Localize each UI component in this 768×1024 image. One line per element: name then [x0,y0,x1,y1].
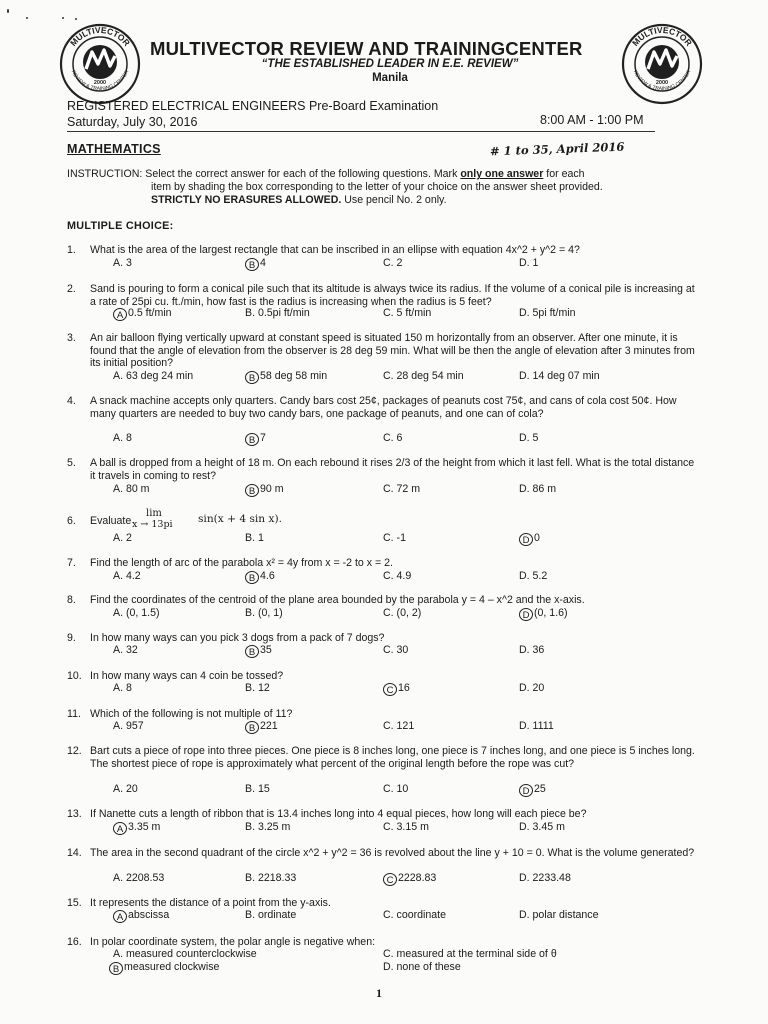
choice-a: A. 4.2 [113,570,141,582]
choice-d: D. 14 deg 07 min [519,370,600,382]
circled-answer-mark: B [109,962,123,975]
limit-operator: lim [146,508,162,519]
circled-answer-mark: D [519,784,533,797]
question-number: 16. [67,936,82,948]
choice-c: C. 28 deg 54 min [383,370,464,382]
instruction-warning: STRICTLY NO ERASURES ALLOWED. [151,194,342,206]
question-text: Bart cuts a piece of rope into three pieces. One piece is 8 inches long, one piece is 7 inches long, and one piece is 5 inches long. The shortest piece of rope is approximately what percent of the original length before the rope was cut? [90,745,695,770]
exam-date: Saturday, July 30, 2016 [67,115,198,129]
choice-b-text: 90 m [260,483,284,495]
choice-d-text: 0 [534,532,540,544]
logo-text: MULTIVECTOR [67,24,133,48]
choice-d [519,783,546,797]
logo-bottom-text: REVIEW & TRAINING CENTER [631,69,693,93]
choice-d: D. 2233.48 [519,872,571,884]
choice-a: A. 8 [113,432,132,444]
choice-c-text: 16 [398,682,410,694]
choice-d-text: 25 [534,783,546,795]
exam-name: REGISTERED ELECTRICAL ENGINEERS Pre-Board Examination [67,99,439,113]
logo-year: 2000 [655,80,669,86]
choice-b: B. 1 [245,532,264,544]
choice-row [67,483,707,497]
circled-answer-mark: B [245,721,259,734]
question-text: Sand is pouring to form a conical pile such that its altitude is always twice its radius. If the volume of a conical pile is increasing at a rate of 25pi cu. ft./min, how fast is the radius is increasing when the radius is 5 feet? [90,283,695,308]
choice-d: D. 5pi ft/min [519,307,576,319]
paper-speck [62,17,64,19]
choice-b-text: 221 [260,720,278,732]
choice-a: A. 32 [113,644,138,656]
choice-row [67,570,707,584]
choice-row [67,948,707,962]
circled-answer-mark: C [383,683,397,696]
handwritten-note: # 1 to 35, April 2016 [489,139,625,159]
choice-row [67,961,707,975]
choice-row [67,607,707,621]
circled-answer-mark: C [383,873,397,886]
circled-answer-mark: B [245,645,259,658]
choice-a: A. 2208.53 [113,872,165,884]
choice-a: A. 20 [113,783,138,795]
choice-b-text: 4.6 [260,570,275,582]
choice-b: B. 0.5pi ft/min [245,307,310,319]
choice-b: B. ordinate [245,909,297,921]
choice-c: C. 72 m [383,483,421,495]
question-text: In how many ways can you pick 3 dogs from a pack of 7 dogs? [90,632,385,644]
choice-d: D. 5.2 [519,570,548,582]
paper-speck [26,17,28,19]
choice-b: B. 12 [245,682,270,694]
question-number: 7. [67,557,76,569]
choice-c: C. coordinate [383,909,447,921]
choice-c: C. -1 [383,532,406,544]
choice-b [245,570,275,584]
question-number: 9. [67,632,76,644]
question-number: 11. [67,708,81,720]
choice-a: A. 63 deg 24 min [113,370,194,382]
question-number: 3. [67,332,76,344]
choice-b-text: 7 [260,432,266,444]
question-text: Find the length of arc of the parabola x² = 4y from x = -2 to x = 2. [90,557,393,569]
choice-row [67,370,707,384]
choice-d: D. 3.45 m [519,821,565,833]
center-tagline: “THE ESTABLISHED LEADER IN E.E. REVIEW” [261,58,519,70]
question-text: Evaluate [90,515,132,527]
choice-c: C. 30 [383,644,409,656]
instruction-text: for each [543,168,585,180]
circled-answer-mark: B [245,258,259,271]
choice-c: C. 5 ft/min [383,307,432,319]
choice-c [383,872,436,886]
circled-answer-mark: D [519,608,533,621]
choice-b [109,961,219,975]
choice-b-text: 35 [260,644,272,656]
choice-row [67,644,707,658]
limit-function: sin(x + 4 sin x). [198,513,282,525]
question-number: 4. [67,395,76,407]
choice-row [67,783,707,797]
choice-c: C. measured at the terminal side of θ [383,948,557,960]
choice-d: D. 1111 [519,720,554,732]
multivector-logo-left [58,22,142,106]
logo-text: MULTIVECTOR [629,24,695,48]
choice-d: D. none of these [383,961,461,973]
question-text: Which of the following is not multiple of 11? [90,708,293,720]
question-number: 8. [67,594,76,606]
circled-answer-mark: B [245,371,259,384]
choice-a-text: 3.35 m [128,821,161,833]
paper-speck [7,9,9,13]
question-number: 5. [67,457,76,469]
choice-d: D. 1 [519,257,539,269]
choice-b [245,432,266,446]
instruction-line3 [67,194,697,207]
choice-c: C. 6 [383,432,403,444]
choice-row [67,821,707,835]
choice-b [245,483,284,497]
choice-d: D. 20 [519,682,545,694]
choice-b [245,644,272,658]
choice-d [519,532,540,546]
exam-time: 8:00 AM - 1:00 PM [540,113,644,127]
choice-a [113,821,160,835]
choice-c: C. 2 [383,257,403,269]
circled-answer-mark: A [113,308,127,321]
choice-row [67,257,707,271]
question-text: If Nanette cuts a length of ribbon that is 13.4 inches long into 4 equal pieces, how long will each piece be? [90,808,587,820]
choice-b: B. 2218.33 [245,872,297,884]
question-number: 1. [67,244,76,256]
page-number: 1 [376,986,382,1000]
paper-speck [75,18,77,20]
choice-d: D. 86 m [519,483,557,495]
choice-a: A. 8 [113,682,132,694]
multivector-logo-right [620,22,704,106]
choice-b-text: 4 [260,257,266,269]
multiple-choice-heading: MULTIPLE CHOICE: [67,220,174,232]
question-text: A ball is dropped from a height of 18 m. On each rebound it rises 2/3 of the height from which it last fell. What is the total distance it travels in coming to rest? [90,457,695,482]
logo-year: 2000 [93,80,107,86]
choice-a: A. (0, 1.5) [113,607,160,619]
instruction-text: Select the correct answer for each of the following questions. Mark [142,168,461,180]
choice-row [67,682,707,696]
question-number: 14. [67,847,82,859]
question-text: A snack machine accepts only quarters. Candy bars cost 25¢, packages of peanuts cost 75¢, and cans of cola cost 50¢. How many quarters are needed to buy two candy bars, one package of peanuts, and one can of cola? [90,395,677,420]
choice-c: C. 10 [383,783,409,795]
question-text: What is the area of the largest rectangle that can be inscribed in an ellipse with equation 4x^2 + y^2 = 4? [90,244,580,256]
choice-c: C. 121 [383,720,415,732]
header-divider [67,131,655,132]
circled-answer-mark: B [245,484,259,497]
choice-a: A. measured counterclockwise [113,948,257,960]
center-title: MULTIVECTOR REVIEW AND TRAININGCENTER [150,38,583,59]
choice-b: B. 15 [245,783,270,795]
circled-answer-mark: B [245,433,259,446]
choice-row [67,432,707,446]
choice-c: C. 4.9 [383,570,412,582]
choice-b [245,720,278,734]
choice-b: B. 3.25 m [245,821,291,833]
choice-b [245,370,327,384]
choice-row [67,909,707,923]
instruction-label: INSTRUCTION: [67,168,143,180]
logo-bottom-text: REVIEW & TRAINING CENTER [69,69,131,93]
limit-approach: x → 13pi [132,519,173,530]
choice-b: B. (0, 1) [245,607,283,619]
question-text: The area in the second quadrant of the circle x^2 + y^2 = 36 is revolved about the line y + 10 = 0. What is the volume generated? [90,847,695,859]
circled-answer-mark: D [519,533,533,546]
choice-a: A. 957 [113,720,144,732]
choice-c-text: 2228.83 [398,872,437,884]
choice-a [113,909,169,923]
center-city: Manila [372,72,408,84]
question-number: 6. [67,515,76,527]
circled-answer-mark: B [245,571,259,584]
choice-a [113,307,172,321]
question-number: 15. [67,897,82,909]
choice-row [67,720,707,734]
choice-d [519,607,568,621]
circled-answer-mark: A [113,822,127,835]
choice-d: D. 36 [519,644,545,656]
subject-heading: MATHEMATICS [67,142,161,156]
choice-row [67,532,707,546]
choice-a: A. 2 [113,532,132,544]
circled-answer-mark: A [113,910,127,923]
choice-d: D. 5 [519,432,539,444]
choice-b-text: 58 deg 58 min [260,370,328,382]
question-text: It represents the distance of a point from the y-axis. [90,897,331,909]
choice-row [67,872,707,886]
choice-c [383,682,410,696]
question-text: In polar coordinate system, the polar angle is negative when: [90,936,376,948]
instruction-text: item by shading the box corresponding to the letter of your choice on the answer sheet provided. [151,181,603,193]
choice-b-text: measured clockwise [124,961,220,973]
choice-c: C. (0, 2) [383,607,422,619]
question-text: An air balloon flying vertically upward at constant speed is situated 150 m horizontally from an observer. After one minute, it is found that the angle of elevation from the observer is 28 deg 59 min. What will be then the angle of elevation after 3 minutes from its initial position? [90,332,695,369]
choice-a-text: 0.5 ft/min [128,307,172,319]
question-number: 10. [67,670,82,682]
question-text: In how many ways can 4 coin be tossed? [90,670,284,682]
instruction-text: Use pencil No. 2 only. [341,194,447,206]
instruction-emphasis: only one answer [460,168,544,180]
question-number: 2. [67,283,76,295]
choice-c: C. 3.15 m [383,821,429,833]
choice-a: A. 80 m [113,483,150,495]
choice-a: A. 3 [113,257,132,269]
choice-d-text: (0, 1.6) [534,607,568,619]
choice-d: D. polar distance [519,909,599,921]
question-number: 13. [67,808,82,820]
choice-row [67,307,707,321]
instruction-block [67,168,697,207]
question-number: 12. [67,745,82,757]
question-text: Find the coordinates of the centroid of the plane area bounded by the parabola y = 4 – x^2 and the x-axis. [90,594,585,606]
choice-a-text: abscissa [128,909,170,921]
choice-b [245,257,266,271]
